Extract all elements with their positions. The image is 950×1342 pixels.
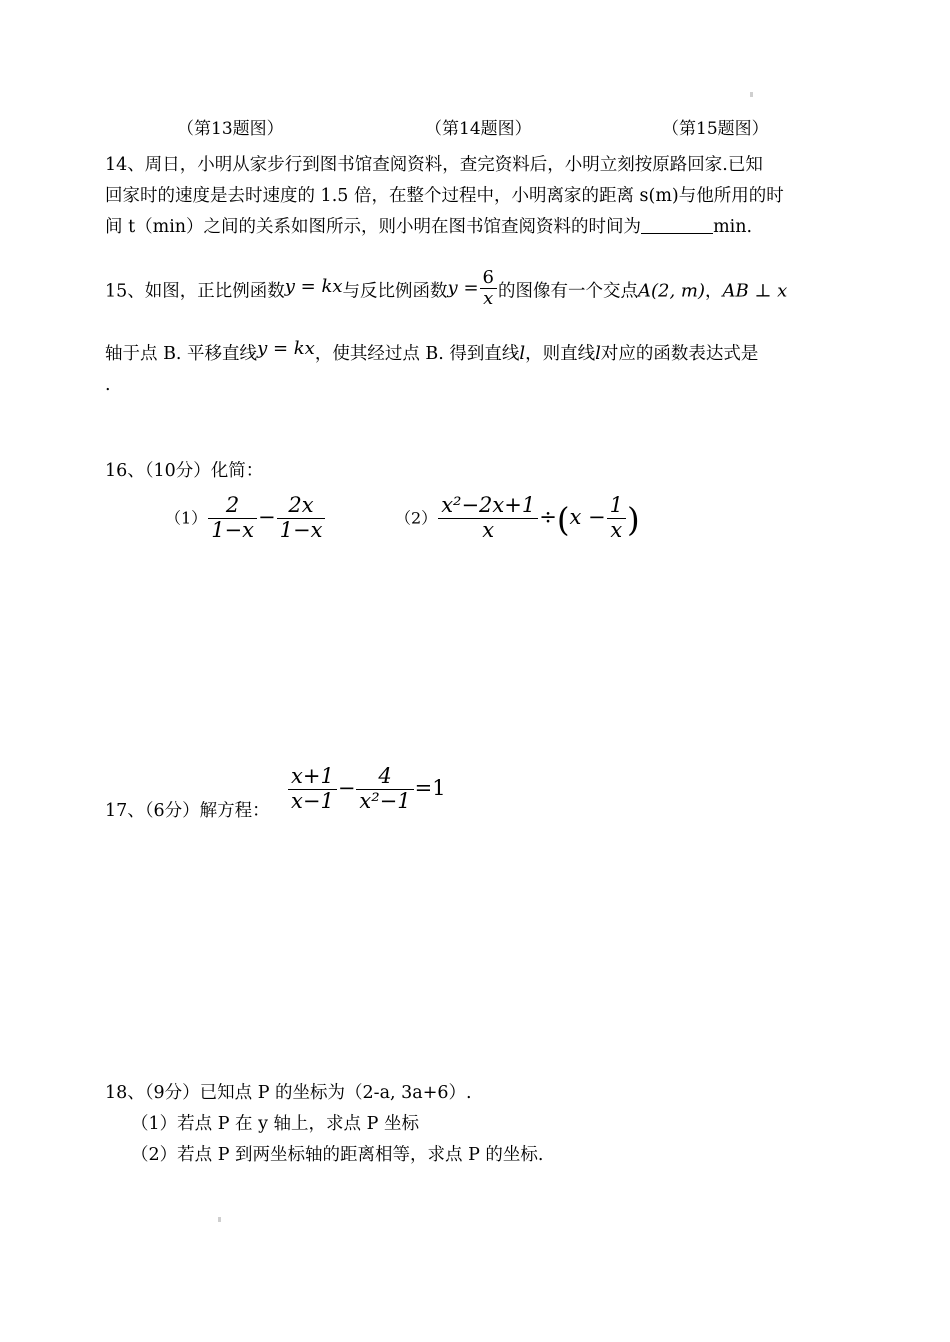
q16-p2-operator: ÷ xyxy=(539,504,557,529)
q16-p2-group-frac-den: x xyxy=(610,517,623,542)
math-line-l-2: l xyxy=(595,343,601,365)
math-q16-part2-expression xyxy=(437,493,640,542)
math-inverse-numerator: 6 xyxy=(480,268,497,289)
question-16-part-2 xyxy=(395,494,640,542)
question-15-comma: ， xyxy=(705,281,723,302)
question-16-stem: 16、（10分）化简： xyxy=(105,461,264,481)
q17-frac2-den: x²−1 xyxy=(359,788,411,813)
math-inverse-function: y = $\frac{6}{x}$ xyxy=(448,268,498,309)
question-14-line-2: 回家时的速度是去时速度的 1.5 倍，在整个过程中，小明离家的距离 s(m)与他所用的时 xyxy=(105,186,784,206)
math-point-A: A(2, m) xyxy=(637,280,705,302)
question-15 xyxy=(105,268,860,370)
q16-p2-group-lead: x − xyxy=(569,504,606,529)
question-17-stem: 17、（6分）解方程： xyxy=(105,801,270,821)
q16-p2-frac1-den: x xyxy=(482,517,495,542)
question-15-prefix: 15、如图，正比例函数 xyxy=(105,281,285,302)
figure-caption-15: （第15题图） xyxy=(662,119,769,139)
q17-frac2-num: 4 xyxy=(356,765,413,790)
scan-artifact-bottom xyxy=(218,1217,221,1222)
q16-p2-group-frac-num: 1 xyxy=(607,494,626,519)
question-16-expressions xyxy=(105,480,860,540)
q16-p1-frac1-num: 2 xyxy=(208,494,257,519)
question-18-sub-2: （2）若点 P 到两坐标轴的距离相等，求点 P 的坐标. xyxy=(131,1145,544,1165)
q17-operator: − xyxy=(337,775,356,800)
question-15-line2-prefix: 轴于点 B. 平移直线 xyxy=(105,344,258,365)
question-14 xyxy=(105,150,860,243)
q16-p1-frac1-den: 1−x xyxy=(211,517,254,542)
question-15-line2-mid: ，使其经过点 B. 得到直线 xyxy=(314,344,520,365)
question-14-line-1: 14、周日，小明从家步行到图书馆查阅资料，查完资料后，小明立刻按原路回家.已知 xyxy=(105,155,763,175)
question-14-unit: min. xyxy=(713,217,753,237)
question-15-mid-2: 的图像有一个交点 xyxy=(497,281,638,302)
question-15-trailing-dot: . xyxy=(105,375,111,395)
question-14-line-3 xyxy=(105,212,860,243)
q16-p1-frac2-num: 2x xyxy=(277,494,326,519)
math-q17-equation xyxy=(287,764,446,813)
q17-equals: =1 xyxy=(414,775,446,800)
question-17-expression-row xyxy=(105,765,860,821)
question-18 xyxy=(105,1078,860,1171)
math-line-l-1: l xyxy=(519,343,526,365)
q16-p1-frac2-den: 1−x xyxy=(279,517,323,542)
q16-p2-paren-close: ) xyxy=(627,500,640,539)
math-y-equals-kx-1: y = kx xyxy=(284,275,343,297)
q16-p2-paren-open: ( xyxy=(556,500,570,539)
question-15-line-2 xyxy=(105,333,860,370)
question-16-part-1-label: （1） xyxy=(165,508,208,528)
q17-frac1-den: x−1 xyxy=(291,788,334,813)
question-16-part-1 xyxy=(165,494,326,542)
q16-p2-frac1-num: x²−2x+1 xyxy=(438,494,538,519)
math-AB-perp-x: AB ⊥ x xyxy=(722,280,788,302)
question-15-line2-mid2: ，则直线 xyxy=(525,344,596,365)
question-17-expression xyxy=(287,765,446,813)
q16-p1-operator: − xyxy=(258,504,276,529)
math-inverse-denominator: x xyxy=(483,288,494,310)
question-15-line-1 xyxy=(105,268,860,309)
figure-caption-14: （第14题图） xyxy=(425,119,532,139)
math-q16-part1-expression xyxy=(207,493,326,542)
question-16-part-2-label: （2） xyxy=(395,508,438,528)
scan-artifact-top xyxy=(750,92,753,97)
question-18-stem: 18、（9分）已知点 P 的坐标为（2-a, 3a+6）. xyxy=(105,1083,472,1103)
question-18-sub-1: （1）若点 P 在 y 轴上，求点 P 坐标 xyxy=(131,1114,419,1134)
q17-frac1-num: x+1 xyxy=(288,765,337,790)
math-y-equals-kx-2: y = kx xyxy=(257,338,315,360)
question-14-line-3-text: 间 t（min）之间的关系如图所示，则小明在图书馆查阅资料的时间为 xyxy=(105,217,642,237)
question-15-line2-tail: 对应的函数表达式是 xyxy=(600,344,759,365)
figure-caption-13: （第13题图） xyxy=(177,119,284,139)
question-15-mid-1: 与反比例函数 xyxy=(342,281,448,302)
answer-blank-q14[interactable] xyxy=(641,219,713,234)
